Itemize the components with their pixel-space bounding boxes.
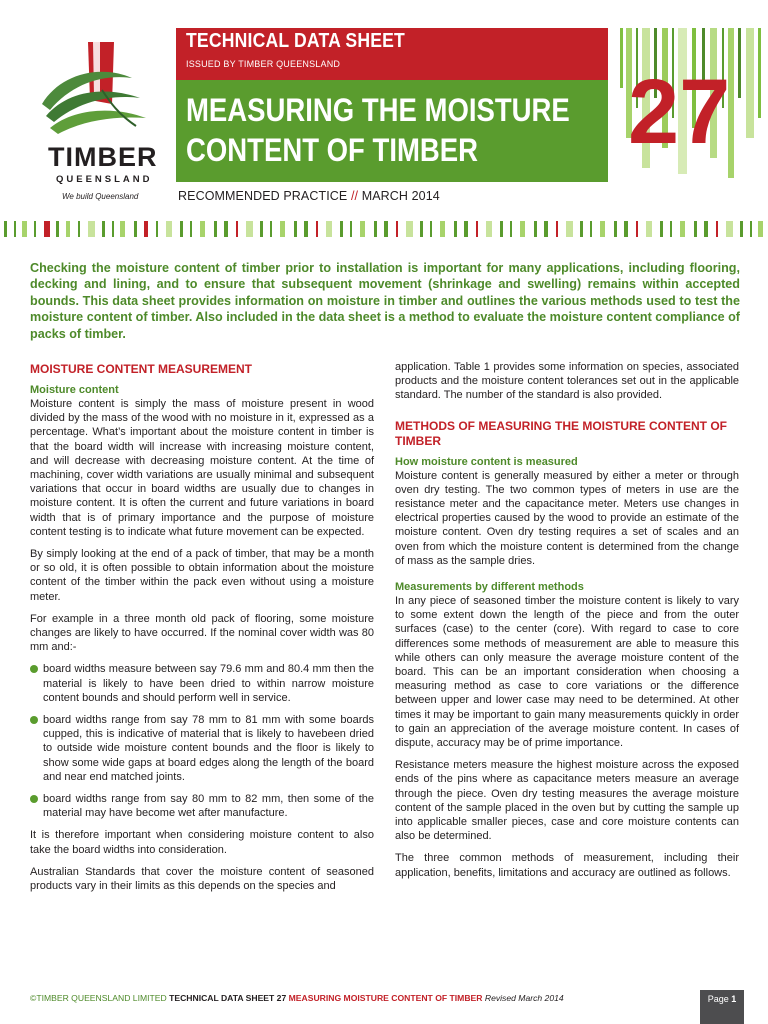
paragraph: Moisture content is generally measured by either a meter or through oven dry testing. The two common types of meters in use are the resistance meter and the capacitance meter. Meters use changes in electrical properties caused by the wood to provide an estimate of the moisture content. Oven dry testing requires a set of scales and an oven from which the moisture content is determined from the change of mass as the sample dries. [395, 469, 739, 567]
title-line-2: CONTENT OF TIMBER [186, 132, 478, 168]
paragraph: By simply looking at the end of a pack of timber, that may be a month or so old, it is often possible to obtain information about the moisture content of the timber within the pack even without using a moisture meter. [30, 548, 374, 603]
paragraph: Resistance meters measure the highest moisture across the exposed ends of the pins where as capacitance meters measure an average through the piece. Oven dry testing measures the average moisture content of the sample placed in the oven but by cutting the sample up into applicable smaller pieces, case and core moisture contents can also be determined. [395, 759, 739, 843]
right-column [395, 360, 739, 888]
sheet-label: TECHNICAL DATA SHEET [186, 30, 405, 52]
page-number-box [700, 990, 744, 1024]
bullet-dot-icon [30, 716, 38, 724]
issued-by: ISSUED BY TIMBER QUEENSLAND [186, 59, 341, 69]
paragraph: Moisture content is simply the mass of moisture present in wood divided by the mass of the wood with no moisture in it, expressed as a percentage. What’s important about the moisture content in timber is that the board width will increase with increasing moisture content, and will decrease with decreasing moisture content. At the time of machining, cover width variations are usually minimal and subsequent variations that occur in board widths are usually due to changes in moisture content. It is often the current and future variations in board width that is of primary importance and the purpose of moisture content testing is to indicate what future movement can be expected. [30, 398, 374, 538]
subheading-moisture-content: Moisture content [30, 384, 119, 396]
page-label: Page [707, 994, 729, 1004]
list-item: board widths range from say 80 mm to 82 mm, then some of the material may have become wet after manufacture. [30, 792, 374, 820]
paragraph: For example in a three month old pack of flooring, some moisture changes are likely to have occurred. If the nominal cover width was 80 mm and:- [30, 612, 374, 654]
section-heading-moisture-content-measurement: MOISTURE CONTENT MEASUREMENT [30, 362, 252, 376]
title-line-1: MEASURING THE MOISTURE [186, 92, 570, 128]
intro-paragraph: Checking the moisture content of timber prior to installation is important for many applications, including flooring, decking and lining, and to ensure that subsequent movement (shrinkage and swelling) remains within accepted bounds. This data sheet provides information on moisture in timber and outlines the various methods used to test the moisture content of timber. Also included in the data sheet is a method to evaluate the moisture content compliance of packs of timber. [30, 261, 740, 341]
paragraph: In any piece of seasoned timber the moisture content is likely to vary to some extent down the length of the piece and from the outer surfaces (case) to the center (core). With regard to case to core differences some methods of measurement are able to measure this while others can only measure the average moisture content of the board. This can be an important consideration when choosing a measuring method as case to core variations or the difference between upper and lower case may need to be determined. At other times it may be important to gain many measurements quickly in order to gain an appreciation of the average moisture content. In cases of dispute, accuracy may be of prime importance. [395, 595, 739, 750]
paragraph: It is therefore important when considering moisture content to also take the board widths into consideration. [30, 829, 374, 856]
section-heading-methods: METHODS OF MEASURING THE MOISTURE CONTENT OF TIMBER [395, 418, 727, 448]
left-column [30, 362, 374, 901]
subheading-different-methods: Measurements by different methods [395, 581, 584, 594]
paragraph: The three common methods of measurement, including their application, benefits, limitations and accuracy are outlined as follows. [395, 852, 739, 879]
paragraph: application. Table 1 provides some information on species, associated products and the moisture content tolerances set out in the applicable standard. The number of the standard is also provided. [395, 361, 739, 402]
timber-queensland-logo [26, 34, 166, 214]
sheet-number: 27 [628, 61, 731, 163]
logo-emblem-icon [40, 34, 150, 144]
sheet-number-block [616, 28, 768, 180]
paragraph: Australian Standards that cover the moisture content of seasoned products vary in their limits as this depends on the species and [30, 865, 374, 893]
subheading-how-measured: How moisture content is measured [395, 455, 578, 468]
decorative-stripe [0, 221, 768, 237]
footer [30, 993, 564, 1003]
bullet-list [30, 662, 374, 820]
practice-label: RECOMMENDED PRACTICE [178, 189, 348, 203]
practice-separator: // [350, 189, 359, 203]
logo-subtitle: QUEENSLAND [56, 174, 153, 185]
footer-sheet: TECHNICAL DATA SHEET 27 [169, 993, 287, 1003]
list-item: board widths range from say 78 mm to 81 mm with some boards cupped, this is indicative of material that is likely to havebeen dried to outside wide moisture content bounds and the floor is likely to show some wide gaps at board edges along the length of the board and near end matched joints. [30, 713, 374, 784]
practice-date: MARCH 2014 [361, 189, 440, 203]
list-item: board widths measure between say 79.6 mm and 80.4 mm then the material is likely to have been dried to within narrow moisture content bounds and should perform well in service. [30, 662, 374, 705]
logo-tagline: We build Queensland [62, 192, 139, 201]
logo-wordmark: TIMBER [48, 142, 158, 172]
bullet-dot-icon [30, 665, 38, 673]
page-number: 1 [731, 994, 737, 1004]
page-title [186, 90, 570, 170]
bullet-dot-icon [30, 795, 38, 803]
footer-topic: MEASURING MOISTURE CONTENT OF TIMBER [288, 993, 483, 1003]
footer-copyright: ©TIMBER QUEENSLAND LIMITED [30, 993, 167, 1003]
footer-revised: Revised March 2014 [484, 993, 564, 1003]
practice-line [178, 189, 440, 203]
